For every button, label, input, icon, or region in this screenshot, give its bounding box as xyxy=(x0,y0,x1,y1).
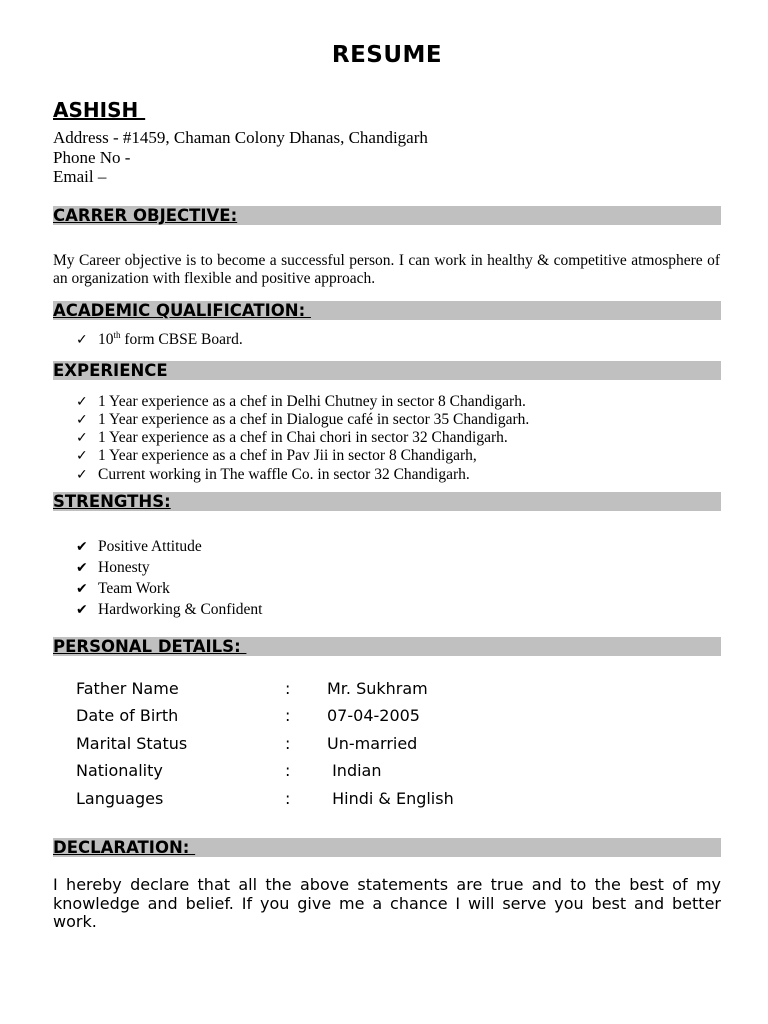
section-heading-academic: ACADEMIC QUALIFICATION: xyxy=(53,301,311,320)
personal-label-languages: Languages xyxy=(76,789,164,808)
list-item xyxy=(76,466,470,484)
check-icon: ✓ xyxy=(76,412,88,428)
personal-separator: : xyxy=(285,761,291,780)
strength-item-text: Team Work xyxy=(98,580,170,597)
list-item xyxy=(76,601,262,619)
section-heading-personal-details: PERSONAL DETAILS: xyxy=(53,637,247,656)
list-item xyxy=(76,559,150,577)
personal-value-nationality: Indian xyxy=(327,761,382,780)
personal-label-father-name: Father Name xyxy=(76,679,179,698)
personal-value-languages: Hindi & English xyxy=(327,789,454,808)
personal-value-marital-status: Un-married xyxy=(327,734,418,753)
personal-label-dob: Date of Birth xyxy=(76,706,179,725)
academic-item-suffix: th xyxy=(113,330,121,340)
email-line: Email – xyxy=(53,167,107,186)
experience-item-text: 1 Year experience as a chef in Dialogue café in sector 35 Chandigarh. xyxy=(98,411,530,428)
declaration-text: I hereby declare that all the above statements are true and to the best of my knowledge and belief. If you give me a chance I will serve you best and better work. xyxy=(53,875,721,931)
check-icon: ✔ xyxy=(76,581,88,597)
career-objective-text: My Career objective is to become a successful person. I can work in healthy & competitive atmosphere of an organization with flexible and positive approach. xyxy=(53,252,720,287)
check-icon: ✓ xyxy=(76,448,88,464)
section-heading-declaration: DECLARATION: xyxy=(53,838,196,857)
personal-separator: : xyxy=(285,734,291,753)
phone-line: Phone No - xyxy=(53,148,131,167)
check-icon: ✓ xyxy=(76,430,88,446)
candidate-name: ASHISH xyxy=(53,98,146,122)
check-icon: ✔ xyxy=(76,602,88,618)
check-icon: ✓ xyxy=(76,467,88,483)
address-line: Address - #1459, Chaman Colony Dhanas, Chandigarh xyxy=(53,128,428,147)
check-icon: ✔ xyxy=(76,539,88,555)
academic-item-number: 10 xyxy=(98,331,114,348)
check-icon: ✓ xyxy=(76,394,88,410)
list-item xyxy=(76,538,202,556)
personal-label-nationality: Nationality xyxy=(76,761,163,780)
list-item xyxy=(76,429,508,447)
personal-value-father-name: Mr. Sukhram xyxy=(327,679,428,698)
section-heading-career-objective: CARRER OBJECTIVE: xyxy=(53,206,238,225)
list-item xyxy=(76,447,477,465)
personal-separator: : xyxy=(285,679,291,698)
experience-item-text: 1 Year experience as a chef in Chai chori in sector 32 Chandigarh. xyxy=(98,429,508,446)
check-icon: ✔ xyxy=(76,560,88,576)
personal-separator: : xyxy=(285,706,291,725)
experience-item-text: 1 Year experience as a chef in Delhi Chutney in sector 8 Chandigarh. xyxy=(98,393,526,410)
strength-item-text: Hardworking & Confident xyxy=(98,601,263,618)
personal-value-dob: 07-04-2005 xyxy=(327,706,420,725)
experience-item-text: Current working in The waffle Co. in sector 32 Chandigarh. xyxy=(98,466,470,483)
list-item xyxy=(76,331,243,349)
experience-item-text: 1 Year experience as a chef in Pav Jii in sector 8 Chandigarh, xyxy=(98,447,477,464)
list-item xyxy=(76,580,170,598)
list-item xyxy=(76,411,529,429)
strength-item-text: Positive Attitude xyxy=(98,538,202,555)
section-heading-experience: EXPERIENCE xyxy=(53,361,168,380)
personal-label-marital-status: Marital Status xyxy=(76,734,188,753)
section-heading-strengths: STRENGTHS: xyxy=(53,492,171,511)
academic-item-text: form CBSE Board. xyxy=(120,331,243,348)
page-title: RESUME xyxy=(331,42,443,68)
strength-item-text: Honesty xyxy=(98,559,150,576)
check-icon: ✓ xyxy=(76,332,88,348)
list-item xyxy=(76,393,526,411)
personal-separator: : xyxy=(285,789,291,808)
